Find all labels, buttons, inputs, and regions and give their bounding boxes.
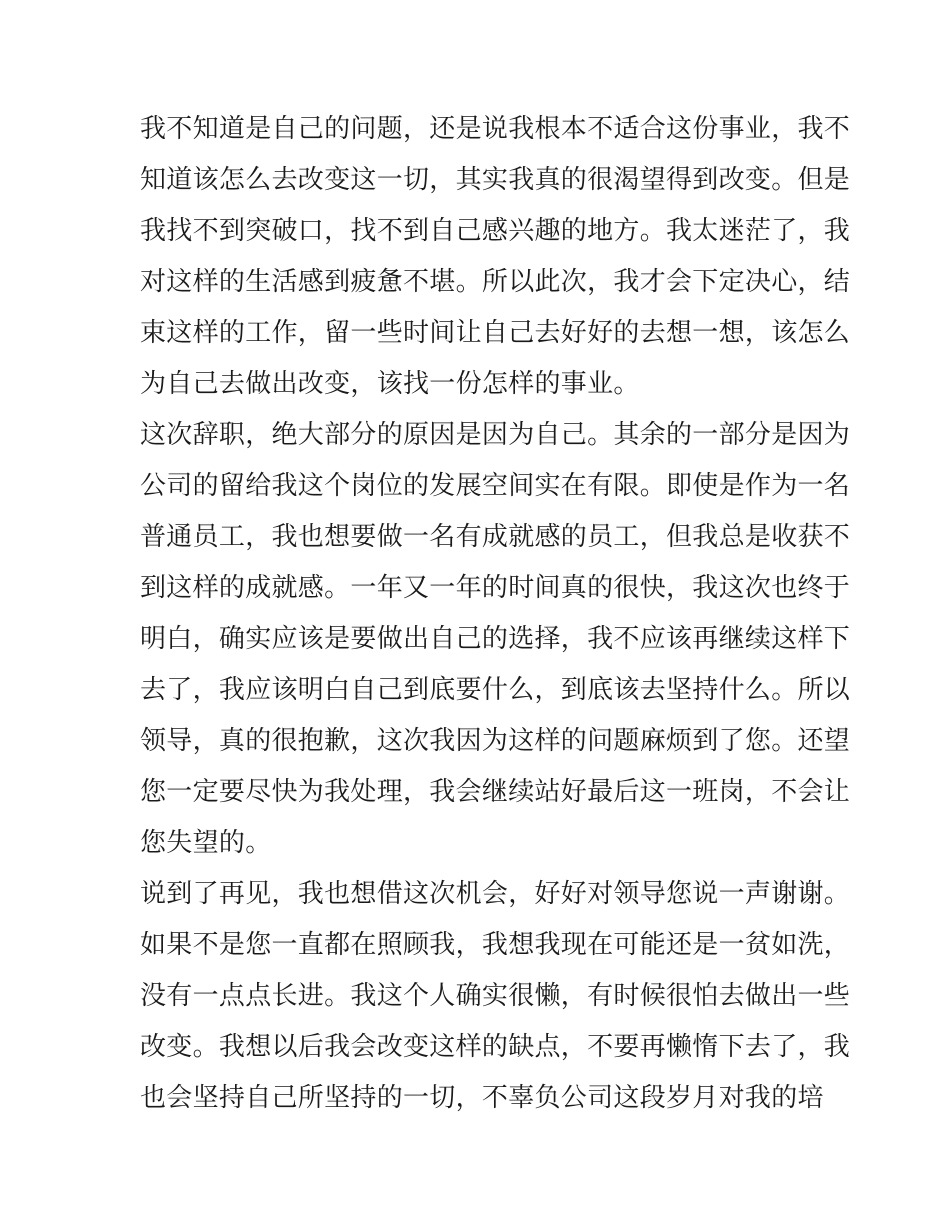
- text-line: 领导，真的很抱歉，这次我因为这样的问题麻烦到了您。还望: [140, 726, 851, 756]
- paragraph-3: [140, 869, 851, 1124]
- text-line: 明白，确实应该是要做出自己的选择，我不应该再继续这样下: [140, 624, 851, 654]
- document-body: [140, 104, 851, 1124]
- text-line: 说到了再见，我也想借这次机会，好好对领导您说一声谢谢。: [140, 879, 851, 909]
- text-line: 您一定要尽快为我处理，我会继续站好最后这一班岗，不会让: [140, 777, 851, 807]
- text-line: 公司的留给我这个岗位的发展空间实在有限。即使是作为一名: [140, 471, 851, 501]
- text-line: 这次辞职，绝大部分的原因是因为自己。其余的一部分是因为: [140, 420, 851, 450]
- text-line: 改变。我想以后我会改变这样的缺点，不要再懒惰下去了，我: [140, 1032, 851, 1062]
- text-line: 普通员工，我也想要做一名有成就感的员工，但我总是收获不: [140, 522, 851, 552]
- text-line: 没有一点点长进。我这个人确实很懒，有时候很怕去做出一些: [140, 981, 851, 1011]
- text-line: 对这样的生活感到疲惫不堪。所以此次，我才会下定决心，结: [140, 267, 851, 297]
- paragraph-1: [140, 104, 851, 410]
- text-line: 我找不到突破口，找不到自己感兴趣的地方。我太迷茫了，我: [140, 216, 851, 246]
- text-line: 我不知道是自己的问题，还是说我根本不适合这份事业，我不: [140, 114, 851, 144]
- text-line: 去了，我应该明白自己到底要什么，到底该去坚持什么。所以: [140, 675, 851, 705]
- text-line: 到这样的成就感。一年又一年的时间真的很快，我这次也终于: [140, 573, 851, 603]
- text-line: 您失望的。: [140, 828, 272, 858]
- text-line: 知道该怎么去改变这一切，其实我真的很渴望得到改变。但是: [140, 165, 851, 195]
- text-line: 也会坚持自己所坚持的一切，不辜负公司这段岁月对我的培: [140, 1083, 824, 1113]
- text-line: 如果不是您一直都在照顾我，我想我现在可能还是一贫如洗，: [140, 930, 851, 960]
- paragraph-2: [140, 410, 851, 869]
- text-line: 为自己去做出改变，该找一份怎样的事业。: [140, 369, 640, 399]
- text-line: 束这样的工作，留一些时间让自己去好好的去想一想，该怎么: [140, 318, 851, 348]
